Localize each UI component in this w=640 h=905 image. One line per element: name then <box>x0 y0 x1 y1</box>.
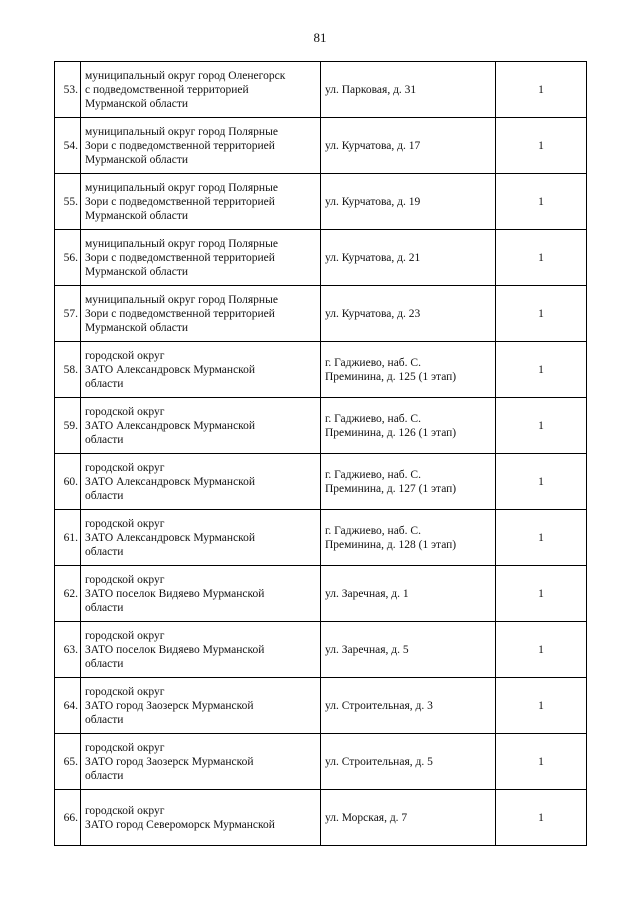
quantity-cell-text: 1 <box>538 755 544 768</box>
address-cell <box>321 62 496 118</box>
municipality-cell-text: муниципальный округ город Оленегорск с подведомственной территорией Мурманской области <box>85 69 286 110</box>
address-cell <box>321 678 496 734</box>
address-cell <box>321 118 496 174</box>
row-number-text: 54. <box>63 139 78 152</box>
municipality-cell <box>81 398 321 454</box>
address-cell-text: ул. Морская, д. 7 <box>325 811 408 824</box>
municipality-cell <box>81 566 321 622</box>
table-row <box>55 510 587 566</box>
address-cell-text: ул. Курчатова, д. 19 <box>325 195 421 208</box>
address-cell <box>321 286 496 342</box>
row-number-text: 61. <box>63 531 78 544</box>
table-row <box>55 622 587 678</box>
quantity-cell-text: 1 <box>538 419 544 432</box>
row-number <box>55 510 81 566</box>
address-cell <box>321 790 496 846</box>
table-row <box>55 230 587 286</box>
table-row <box>55 454 587 510</box>
quantity-cell-text: 1 <box>538 83 544 96</box>
quantity-cell <box>496 734 587 790</box>
quantity-cell <box>496 790 587 846</box>
row-number <box>55 622 81 678</box>
row-number <box>55 62 81 118</box>
row-number <box>55 678 81 734</box>
quantity-cell-text: 1 <box>538 307 544 320</box>
address-cell-text: г. Гаджиево, наб. С. Преминина, д. 126 (1 этап) <box>325 412 457 439</box>
municipality-cell-text: городской округ ЗАТО город Заозерск Мурманской области <box>85 685 254 726</box>
row-number-text: 55. <box>63 195 78 208</box>
quantity-cell <box>496 118 587 174</box>
municipality-cell-text: городской округ ЗАТО поселок Видяево Мурманской области <box>85 629 265 670</box>
address-cell-text: г. Гаджиево, наб. С. Преминина, д. 125 (1 этап) <box>325 356 457 383</box>
row-number-text: 58. <box>63 363 78 376</box>
address-cell-text: ул. Строительная, д. 5 <box>325 755 433 768</box>
table-row <box>55 118 587 174</box>
quantity-cell <box>496 622 587 678</box>
row-number <box>55 286 81 342</box>
row-number-text: 60. <box>63 475 78 488</box>
municipality-cell-text: муниципальный округ город Полярные Зори с подведомственной территорией Мурманской области <box>85 181 278 222</box>
municipality-cell-text: муниципальный округ город Полярные Зори с подведомственной территорией Мурманской области <box>85 293 278 334</box>
municipality-cell-text: городской округ ЗАТО город Североморск Мурманской <box>85 804 275 831</box>
table-row <box>55 790 587 846</box>
address-cell-text: ул. Строительная, д. 3 <box>325 699 433 712</box>
municipality-cell <box>81 734 321 790</box>
address-cell <box>321 230 496 286</box>
municipality-cell <box>81 454 321 510</box>
row-number-text: 66. <box>63 811 78 824</box>
municipality-cell <box>81 510 321 566</box>
address-cell-text: г. Гаджиево, наб. С. Преминина, д. 127 (1 этап) <box>325 468 457 495</box>
quantity-cell <box>496 286 587 342</box>
table-row <box>55 174 587 230</box>
row-number-text: 53. <box>63 83 78 96</box>
row-number-text: 64. <box>63 699 78 712</box>
address-cell <box>321 734 496 790</box>
row-number-text: 59. <box>63 419 78 432</box>
address-cell <box>321 454 496 510</box>
quantity-cell <box>496 454 587 510</box>
row-number <box>55 398 81 454</box>
quantity-cell-text: 1 <box>538 643 544 656</box>
municipality-cell-text: муниципальный округ город Полярные Зори с подведомственной территорией Мурманской области <box>85 125 278 166</box>
row-number <box>55 118 81 174</box>
municipality-cell-text: городской округ ЗАТО город Заозерск Мурманской области <box>85 741 254 782</box>
row-number-text: 57. <box>63 307 78 320</box>
quantity-cell-text: 1 <box>538 251 544 264</box>
address-cell <box>321 622 496 678</box>
address-cell-text: ул. Парковая, д. 31 <box>325 83 417 96</box>
municipality-cell <box>81 342 321 398</box>
municipality-cell-text: городской округ ЗАТО Александровск Мурманской области <box>85 461 256 502</box>
quantity-cell <box>496 566 587 622</box>
quantity-cell-text: 1 <box>538 811 544 824</box>
quantity-cell-text: 1 <box>538 139 544 152</box>
municipality-cell <box>81 622 321 678</box>
address-cell-text: ул. Курчатова, д. 21 <box>325 251 421 264</box>
quantity-cell <box>496 174 587 230</box>
municipality-cell-text: городской округ ЗАТО поселок Видяево Мурманской области <box>85 573 265 614</box>
row-number <box>55 342 81 398</box>
address-cell <box>321 566 496 622</box>
table-row <box>55 678 587 734</box>
row-number <box>55 230 81 286</box>
quantity-cell <box>496 62 587 118</box>
quantity-cell-text: 1 <box>538 195 544 208</box>
table-row <box>55 62 587 118</box>
quantity-cell-text: 1 <box>538 475 544 488</box>
quantity-cell <box>496 398 587 454</box>
table-row <box>55 398 587 454</box>
table-row <box>55 566 587 622</box>
table-row <box>55 286 587 342</box>
row-number <box>55 566 81 622</box>
quantity-cell-text: 1 <box>538 363 544 376</box>
municipality-cell <box>81 286 321 342</box>
municipality-cell <box>81 118 321 174</box>
municipality-cell <box>81 230 321 286</box>
address-cell-text: г. Гаджиево, наб. С. Преминина, д. 128 (1 этап) <box>325 524 457 551</box>
row-number-text: 62. <box>63 587 78 600</box>
table-body <box>55 62 587 846</box>
quantity-cell <box>496 230 587 286</box>
quantity-cell-text: 1 <box>538 531 544 544</box>
page-number: 81 <box>313 30 327 45</box>
row-number <box>55 174 81 230</box>
table-row <box>55 342 587 398</box>
quantity-cell <box>496 510 587 566</box>
quantity-cell <box>496 342 587 398</box>
row-number <box>55 454 81 510</box>
row-number-text: 56. <box>63 251 78 264</box>
address-cell-text: ул. Заречная, д. 1 <box>325 587 409 600</box>
address-cell-text: ул. Курчатова, д. 23 <box>325 307 421 320</box>
quantity-cell <box>496 678 587 734</box>
row-number-text: 65. <box>63 755 78 768</box>
row-number <box>55 734 81 790</box>
municipality-cell <box>81 62 321 118</box>
address-cell <box>321 342 496 398</box>
address-cell <box>321 398 496 454</box>
municipality-cell <box>81 678 321 734</box>
municipality-cell <box>81 174 321 230</box>
municipality-cell <box>81 790 321 846</box>
quantity-cell-text: 1 <box>538 699 544 712</box>
address-cell <box>321 510 496 566</box>
municipality-cell-text: городской округ ЗАТО Александровск Мурманской области <box>85 349 256 390</box>
row-number <box>55 790 81 846</box>
housing-table <box>54 61 587 846</box>
address-cell-text: ул. Заречная, д. 5 <box>325 643 409 656</box>
address-cell-text: ул. Курчатова, д. 17 <box>325 139 421 152</box>
quantity-cell-text: 1 <box>538 587 544 600</box>
municipality-cell-text: городской округ ЗАТО Александровск Мурманской области <box>85 517 256 558</box>
row-number-text: 63. <box>63 643 78 656</box>
address-cell <box>321 174 496 230</box>
table-row <box>55 734 587 790</box>
municipality-cell-text: городской округ ЗАТО Александровск Мурманской области <box>85 405 256 446</box>
municipality-cell-text: муниципальный округ город Полярные Зори с подведомственной территорией Мурманской области <box>85 237 278 278</box>
